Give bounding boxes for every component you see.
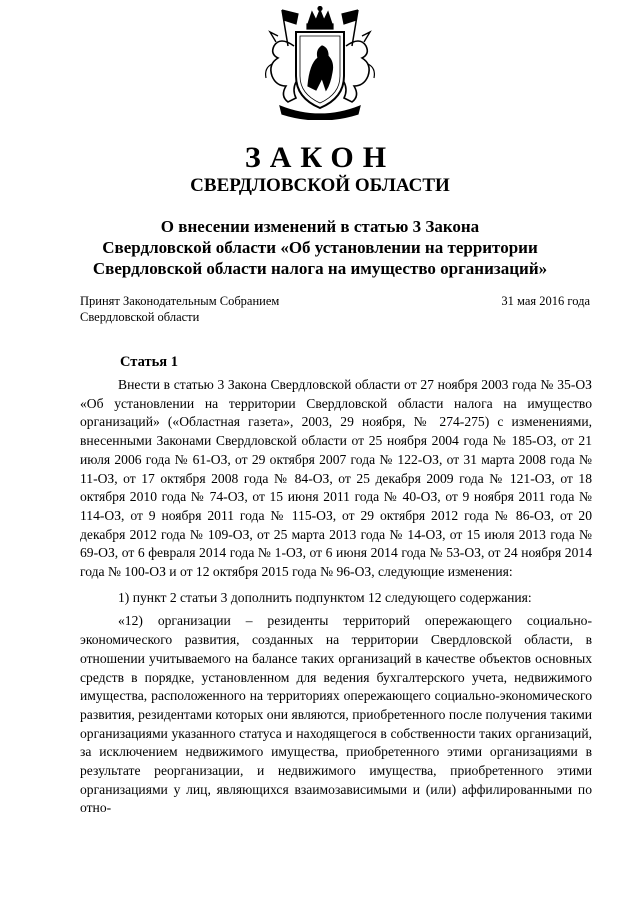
article-title: Статья 1 xyxy=(120,354,178,370)
article-paragraph: Внести в статью 3 Закона Свердловской области от 27 ноября 2003 года № 35-ОЗ «Об установлении на территории Свердловской области налога на имущество организаций» («Областная газета», 2003, 29 ноября, № 274-275) с изменениями, внесенными Законами Свердловской области от 25 ноября 2004 года № 185-ОЗ, от 21 июля 2006 года № 61-ОЗ, от 29 октября 2007 года № 122-ОЗ, от 31 марта 2008 года № 11-ОЗ, от 17 октября 2008 года № 84-ОЗ, от 25 декабря 2009 года № 121-ОЗ, от 18 октября 2010 года № 74-ОЗ, от 15 июня 2011 года № 40-ОЗ, от 9 ноября 2011 года № 114-ОЗ, от 9 ноября 2011 года № 115-ОЗ, от 29 октября 2012 года № 86-ОЗ, от 20 декабря 2012 года № 109-ОЗ, от 25 марта 2013 года № 14-ОЗ, от 15 июля 2013 года № 69-ОЗ, от 6 февраля 2014 года № 1-ОЗ, от 6 июня 2014 года № 53-ОЗ, от 24 ноября 2014 года № 100-ОЗ и от 12 октября 2015 года № 96-ОЗ, следующие изменения: xyxy=(80,377,592,580)
adopted-by-line-1: Принят Законодательным Собранием xyxy=(80,294,280,308)
heading-line-1: О внесении изменений в статью 3 Закона xyxy=(160,217,480,236)
article-body xyxy=(80,376,592,818)
adopted-by-line-2: Свердловской области xyxy=(80,310,200,324)
article-paragraph: «12) организации – резиденты территорий опережающего социально-экономического развития, созданных на территории Свердловской области, в отношении учитываемого на балансе таких организаций в качестве объектов основных средств в порядке, установленном для ведения бухгалтерского учета, недвижимого имущества, расположенного на территориях опережающего социально-экономического развития, резидентами которых они являются, приобретенного после получения такими организациями указанного статуса и находящегося в собственности таких организаций, за исключением недвижимого имущества, приобретенного этими организациями в результате реорганизации, и недвижимого имущества, приобретенного этими организациями у лиц, являющихся взаимозависимыми и (или) аффилированными по отно- xyxy=(80,613,592,816)
adoption-date: 31 мая 2016 года xyxy=(501,294,590,308)
adopted-by xyxy=(80,293,279,325)
heading-line-3: Свердловской области налога на имущество организаций» xyxy=(92,259,548,278)
document-heading xyxy=(60,216,580,279)
article-paragraph: 1) пункт 2 статьи 3 дополнить подпунктом 12 следующего содержания: xyxy=(118,589,532,605)
heading-line-2: Свердловской области «Об установлении на территории xyxy=(102,238,538,257)
law-title: ЗАКОН xyxy=(244,141,396,174)
region-name: СВЕРДЛОВСКОЙ ОБЛАСТИ xyxy=(190,175,450,196)
coat-of-arms-emblem xyxy=(258,6,382,120)
